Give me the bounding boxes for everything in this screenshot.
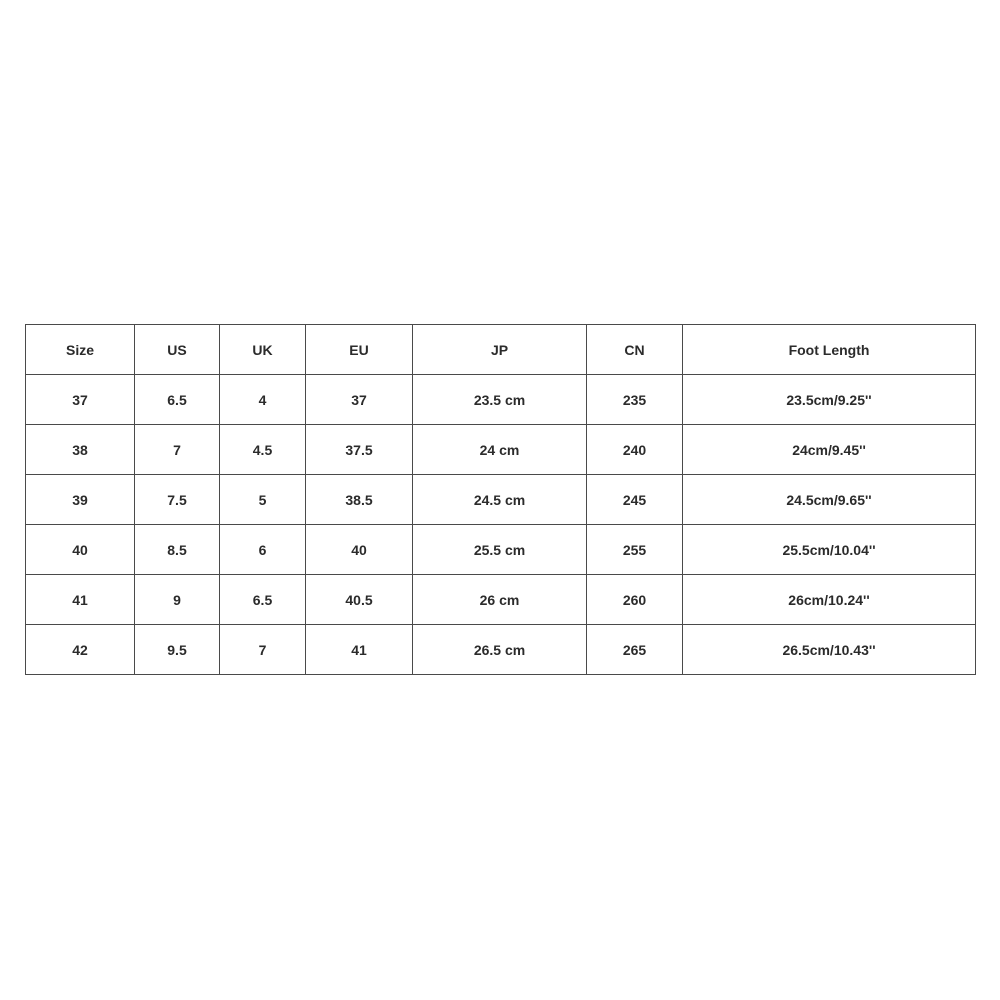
cell-us: 7.5 <box>135 475 220 525</box>
table-row <box>26 525 976 575</box>
header-row <box>26 325 976 375</box>
cell-size: 40 <box>26 525 135 575</box>
cell-uk: 4 <box>220 375 306 425</box>
header-uk: UK <box>220 325 306 375</box>
cell-size: 37 <box>26 375 135 425</box>
cell-jp: 23.5 cm <box>413 375 587 425</box>
cell-jp: 26.5 cm <box>413 625 587 675</box>
header-cn: CN <box>587 325 683 375</box>
cell-size: 38 <box>26 425 135 475</box>
cell-foot-length: 24cm/9.45'' <box>683 425 976 475</box>
cell-uk: 5 <box>220 475 306 525</box>
cell-us: 9 <box>135 575 220 625</box>
cell-us: 8.5 <box>135 525 220 575</box>
header-size: Size <box>26 325 135 375</box>
cell-eu: 41 <box>306 625 413 675</box>
cell-us: 6.5 <box>135 375 220 425</box>
cell-eu: 37.5 <box>306 425 413 475</box>
cell-foot-length: 23.5cm/9.25'' <box>683 375 976 425</box>
cell-cn: 265 <box>587 625 683 675</box>
cell-size: 42 <box>26 625 135 675</box>
cell-eu: 38.5 <box>306 475 413 525</box>
cell-size: 41 <box>26 575 135 625</box>
cell-uk: 7 <box>220 625 306 675</box>
cell-cn: 245 <box>587 475 683 525</box>
cell-jp: 24.5 cm <box>413 475 587 525</box>
cell-foot-length: 26.5cm/10.43'' <box>683 625 976 675</box>
table-row <box>26 575 976 625</box>
table-row <box>26 425 976 475</box>
cell-uk: 6.5 <box>220 575 306 625</box>
cell-jp: 26 cm <box>413 575 587 625</box>
cell-eu: 40 <box>306 525 413 575</box>
header-foot-length: Foot Length <box>683 325 976 375</box>
table-row <box>26 625 976 675</box>
header-eu: EU <box>306 325 413 375</box>
header-jp: JP <box>413 325 587 375</box>
cell-cn: 240 <box>587 425 683 475</box>
table-row <box>26 375 976 425</box>
cell-jp: 24 cm <box>413 425 587 475</box>
cell-foot-length: 24.5cm/9.65'' <box>683 475 976 525</box>
cell-size: 39 <box>26 475 135 525</box>
cell-eu: 40.5 <box>306 575 413 625</box>
cell-uk: 6 <box>220 525 306 575</box>
cell-jp: 25.5 cm <box>413 525 587 575</box>
cell-uk: 4.5 <box>220 425 306 475</box>
cell-cn: 255 <box>587 525 683 575</box>
cell-cn: 235 <box>587 375 683 425</box>
cell-foot-length: 25.5cm/10.04'' <box>683 525 976 575</box>
cell-us: 9.5 <box>135 625 220 675</box>
cell-eu: 37 <box>306 375 413 425</box>
table-row <box>26 475 976 525</box>
size-chart-table <box>25 324 976 675</box>
cell-us: 7 <box>135 425 220 475</box>
cell-foot-length: 26cm/10.24'' <box>683 575 976 625</box>
cell-cn: 260 <box>587 575 683 625</box>
header-us: US <box>135 325 220 375</box>
